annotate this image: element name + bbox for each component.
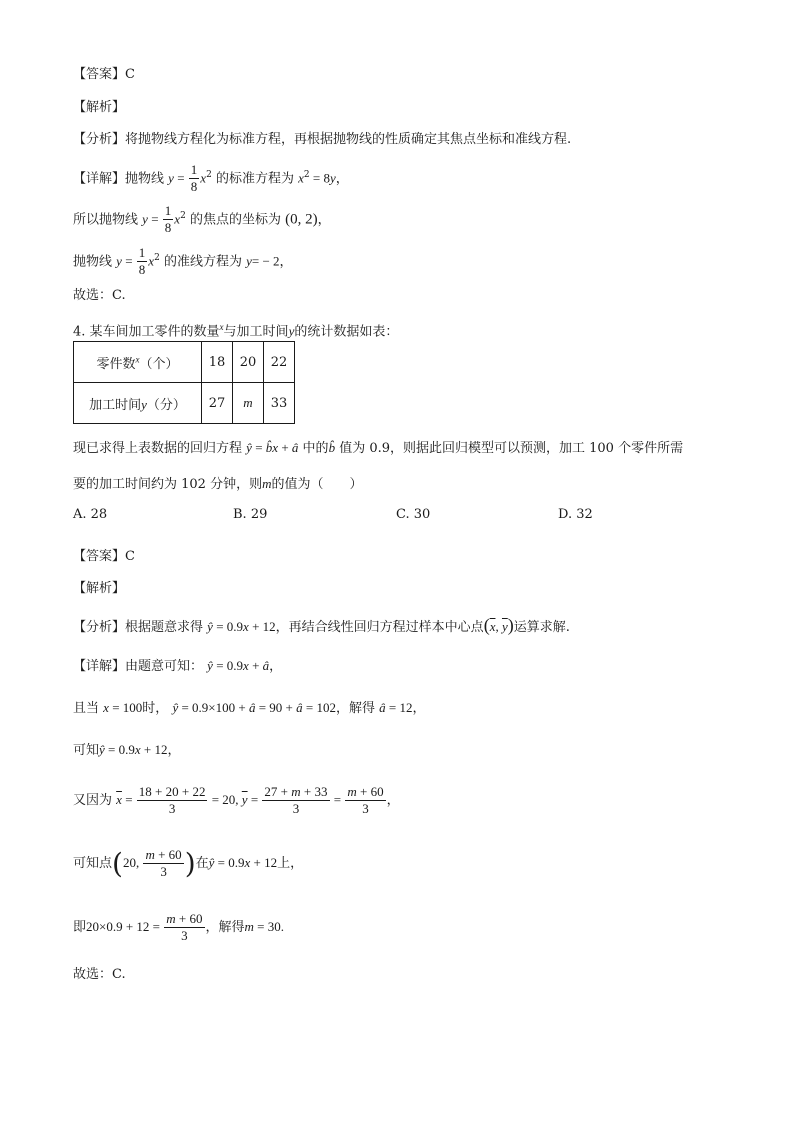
row-label: 零件数$^x$（个） [74, 342, 202, 383]
text: ，再结合线性回归方程过样本中心点 [275, 620, 484, 635]
text: 在 [195, 856, 209, 871]
answer-tag: 【答案】 [73, 67, 126, 82]
row-label: 加工时间y（分） [74, 383, 202, 424]
text: ， [335, 171, 349, 187]
table-cell: 33 [264, 383, 295, 424]
text: 值为 0.9，则据此回归模型可以预测，加工 100 个零件所需 [339, 441, 684, 456]
q3-guxuan: 故选：C. [73, 288, 126, 303]
q4-detail-line5: 可知点(20, $\frac{m + 60}{3}$ )在ŷ = 0.9x + 12上， [73, 846, 304, 880]
text: 4. 某车间加工零件的数量 [73, 324, 220, 340]
fraction: $\frac{18 + 20 + 22}{3}$ [138, 784, 206, 816]
fraction: $\frac{m + 60}{3}$ [166, 911, 203, 943]
table-cell: 22 [264, 342, 295, 383]
table-row [74, 383, 295, 424]
text: ，解得 [335, 701, 375, 716]
text: 又因为 [73, 793, 113, 808]
text: 与加工时间 [223, 324, 289, 340]
text: 现已求得上表数据的回归方程 [73, 441, 243, 456]
q4-jiexi: 【解析】 [73, 581, 126, 596]
text: 抛物线 [73, 254, 113, 270]
q4-detail-line1: 【详解】由题意可知： ŷ = 0.9x + â， [73, 658, 283, 674]
answer-value: C [125, 549, 135, 564]
fraction: $\frac{m + 60}{3}$ [347, 784, 384, 816]
fraction: $\frac{27 + m + 33}{3}$ [264, 784, 328, 816]
fenxi-tag: 【分析】 [73, 132, 126, 147]
text: 要的加工时间约为 102 分钟，则 [73, 477, 263, 492]
q4-guxuan: 故选：C. [73, 967, 126, 982]
fraction: $\frac{1}{8}$ [164, 203, 172, 236]
text: 即 [73, 920, 87, 935]
q4-detail-line3: 可知ŷ = 0.9x + 12， [73, 742, 181, 758]
q4-stem3: 要的加工时间约为 102 分钟，则m的值为（ ） [73, 476, 363, 492]
table-cell: 27 [202, 383, 233, 424]
option-d[interactable]: D. 32 [558, 507, 593, 522]
text: 所以抛物线 [73, 212, 139, 228]
math-expr: y [168, 170, 174, 186]
table-cell: 20 [233, 342, 264, 383]
xiangjie-tag: 【详解】 [73, 659, 126, 674]
text: 的准线方程为 [163, 254, 242, 270]
text: 且当 [73, 701, 100, 716]
option-a[interactable]: A. 28 [73, 507, 108, 522]
q4-detail-line2: 且当 x = 100时， ŷ = 0.9×100 + â = 90 + â = 102，解得 â = 12， [73, 700, 426, 716]
text: ，解得 [205, 920, 245, 935]
q3-detail-line2: 所以抛物线 y = $\frac{1}{8}$ $x^2$ 的焦点的坐标为 (0, 2)， [73, 203, 331, 236]
text: 的焦点的坐标为 [189, 212, 281, 228]
option-b[interactable]: B. 29 [233, 507, 268, 522]
xiangjie-tag: 【详解】 [73, 171, 126, 187]
q3-fenxi [73, 131, 571, 149]
text: 的标准方程为 [215, 171, 294, 187]
fraction: $\frac{m + 60}{3}$ [145, 847, 182, 879]
data-table [73, 341, 295, 424]
text: 可知 [73, 743, 100, 758]
answer-tag: 【答案】 [73, 549, 126, 564]
q4-stem2: 现已求得上表数据的回归方程 ŷ = b̂x + â 中的b̂ 值为 0.9，则据此回归模型可以预测，加工 100 个零件所需 [73, 440, 684, 456]
q4-answer [73, 548, 135, 566]
q3-jiexi: 【解析】 [73, 100, 126, 115]
text: 由题意可知： [125, 659, 204, 674]
table-cell: 18 [202, 342, 233, 383]
q4-detail-line6: 即20×0.9 + 12 = $\frac{m + 60}{3}$ ，解得m = 30. [73, 911, 284, 943]
fraction: $\frac{1}{8}$ [138, 245, 146, 278]
text: 根据题意求得 [125, 620, 204, 635]
table-cell: m [233, 383, 264, 424]
text: 运算求解. [513, 620, 570, 635]
text: 可知点 [73, 856, 113, 871]
q3-answer [73, 66, 135, 84]
text: 时， [142, 701, 169, 716]
q3-detail-line3: 抛物线 y = $\frac{1}{8}$ $x^2$ 的准线方程为 y= − 2， [73, 245, 293, 278]
q4-detail-line4: 又因为 $\overline{x}$ = $\frac{18 + 20 + 22}{3}$ = 20, $\overline{y}$ = $\frac{27 + m + 33}{3}$ = $\frac{m + 60}{3}$ ， [73, 784, 400, 816]
table-row [74, 342, 295, 383]
q4-fenxi: 【分析】根据题意求得 ŷ = 0.9x + 12，再结合线性回归方程过样本中心点($\overline{x}$, $\overline{y}$)运算求解. [73, 615, 570, 635]
answer-value: C [125, 67, 135, 82]
fraction: $\frac{1}{8}$ [190, 162, 198, 195]
text: 的值为（ ） [271, 477, 363, 492]
text: 上， [277, 856, 304, 871]
text: 抛物线 [125, 171, 165, 187]
text: ， [279, 254, 293, 270]
text: 中的 [302, 441, 329, 456]
text: ， [317, 212, 331, 228]
q4-stem: 4. 某车间加工零件的数量$^x$与加工时间y的统计数据如表： [73, 322, 399, 340]
q3-detail-line1: 【详解】抛物线 y = $\frac{1}{8}$ $x^2$ 的标准方程为 $x^2 = 8y$， [73, 162, 349, 195]
text: 的统计数据如表： [294, 324, 399, 340]
fenxi-tag: 【分析】 [73, 620, 126, 635]
option-c[interactable]: C. 30 [396, 507, 431, 522]
fenxi-text: 将抛物线方程化为标准方程，再根据抛物线的性质确定其焦点坐标和准线方程. [125, 132, 572, 147]
